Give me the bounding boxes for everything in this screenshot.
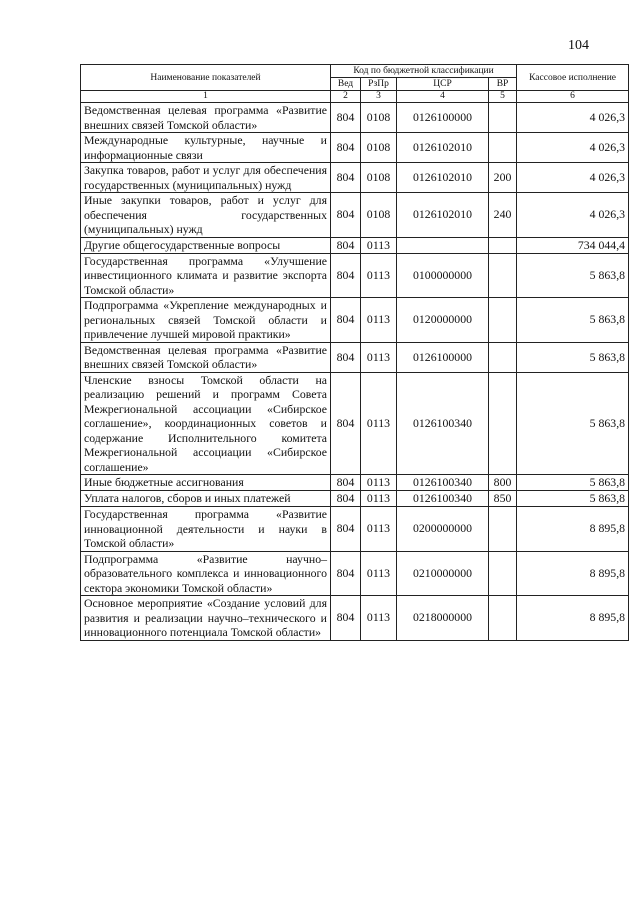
row-amount: 5 863,8 <box>517 372 629 475</box>
row-amount: 5 863,8 <box>517 342 629 372</box>
budget-execution-table <box>80 64 629 641</box>
row-ved: 804 <box>331 596 361 641</box>
row-amount: 4 026,3 <box>517 103 629 133</box>
row-amount: 5 863,8 <box>517 475 629 491</box>
row-ved: 804 <box>331 133 361 163</box>
row-csr: 0126102010 <box>397 163 489 193</box>
row-amount: 8 895,8 <box>517 551 629 596</box>
table-body <box>81 103 629 641</box>
row-amount: 5 863,8 <box>517 491 629 507</box>
table-row <box>81 193 629 238</box>
row-name: Государственная программа «Развитие инновационной деятельности и науки в Томской области» <box>81 507 331 552</box>
table-row <box>81 253 629 298</box>
column-number: 4 <box>397 91 489 103</box>
header-csr: ЦСР <box>397 78 489 91</box>
row-rzpr: 0108 <box>361 193 397 238</box>
row-name: Подпрограмма «Укрепление международных и региональных связей Томской области и привлечение лучшей мировой практики» <box>81 298 331 343</box>
row-vr <box>489 596 517 641</box>
row-vr <box>489 507 517 552</box>
row-ved: 804 <box>331 507 361 552</box>
row-ved: 804 <box>331 253 361 298</box>
row-csr: 0126102010 <box>397 133 489 163</box>
table-row <box>81 596 629 641</box>
row-csr: 0210000000 <box>397 551 489 596</box>
row-amount: 8 895,8 <box>517 507 629 552</box>
row-rzpr: 0108 <box>361 163 397 193</box>
row-ved: 804 <box>331 372 361 475</box>
row-ved: 804 <box>331 491 361 507</box>
row-rzpr: 0113 <box>361 372 397 475</box>
row-vr <box>489 253 517 298</box>
row-csr: 0126102010 <box>397 193 489 238</box>
header-rzpr: РзПр <box>361 78 397 91</box>
row-ved: 804 <box>331 103 361 133</box>
column-number: 6 <box>517 91 629 103</box>
table-row <box>81 491 629 507</box>
row-csr: 0126100340 <box>397 491 489 507</box>
row-name: Другие общегосударственные вопросы <box>81 237 331 253</box>
column-number: 5 <box>489 91 517 103</box>
row-csr: 0120000000 <box>397 298 489 343</box>
row-vr <box>489 237 517 253</box>
table-row <box>81 298 629 343</box>
row-vr: 850 <box>489 491 517 507</box>
row-rzpr: 0113 <box>361 237 397 253</box>
table-row <box>81 507 629 552</box>
row-ved: 804 <box>331 475 361 491</box>
row-rzpr: 0113 <box>361 491 397 507</box>
row-name: Ведомственная целевая программа «Развитие внешних связей Томской области» <box>81 342 331 372</box>
row-name: Подпрограмма «Развитие научно–образовательного комплекса и инновационного сектора экономики Томской области» <box>81 551 331 596</box>
row-csr: 0200000000 <box>397 507 489 552</box>
row-csr: 0126100340 <box>397 475 489 491</box>
column-number: 2 <box>331 91 361 103</box>
row-amount: 4 026,3 <box>517 133 629 163</box>
row-rzpr: 0113 <box>361 253 397 298</box>
row-rzpr: 0113 <box>361 342 397 372</box>
row-rzpr: 0113 <box>361 298 397 343</box>
row-rzpr: 0113 <box>361 507 397 552</box>
row-ved: 804 <box>331 298 361 343</box>
row-rzpr: 0113 <box>361 551 397 596</box>
row-rzpr: 0108 <box>361 133 397 163</box>
row-amount: 4 026,3 <box>517 163 629 193</box>
row-amount: 5 863,8 <box>517 253 629 298</box>
row-amount: 734 044,4 <box>517 237 629 253</box>
row-vr <box>489 133 517 163</box>
table-row <box>81 372 629 475</box>
row-csr: 0100000000 <box>397 253 489 298</box>
header-name-col: Наименование показателей <box>81 65 331 91</box>
row-csr <box>397 237 489 253</box>
row-vr <box>489 298 517 343</box>
column-number: 1 <box>81 91 331 103</box>
column-number-row <box>81 91 629 103</box>
row-ved: 804 <box>331 193 361 238</box>
table-row <box>81 237 629 253</box>
row-ved: 804 <box>331 237 361 253</box>
row-name: Государственная программа «Улучшение инвестиционного климата и развитие экспорта Томской области» <box>81 253 331 298</box>
row-vr: 240 <box>489 193 517 238</box>
table-row <box>81 475 629 491</box>
row-name: Иные закупки товаров, работ и услуг для обеспечения государственных (муниципальных) нужд <box>81 193 331 238</box>
header-row-top <box>81 65 629 78</box>
row-vr <box>489 103 517 133</box>
table-row <box>81 342 629 372</box>
header-vr: ВР <box>489 78 517 91</box>
row-csr: 0126100340 <box>397 372 489 475</box>
row-rzpr: 0113 <box>361 475 397 491</box>
table-row <box>81 551 629 596</box>
row-name: Уплата налогов, сборов и иных платежей <box>81 491 331 507</box>
row-name: Международные культурные, научные и информационные связи <box>81 133 331 163</box>
row-vr: 200 <box>489 163 517 193</box>
header-execution-col: Кассовое исполнение <box>517 65 629 91</box>
table-row <box>81 103 629 133</box>
row-name: Закупка товаров, работ и услуг для обеспечения государственных (муниципальных) нужд <box>81 163 331 193</box>
header-budget-code-group: Код по бюджетной классификации <box>331 65 517 78</box>
row-name: Иные бюджетные ассигнования <box>81 475 331 491</box>
row-ved: 804 <box>331 551 361 596</box>
row-vr <box>489 551 517 596</box>
row-csr: 0126100000 <box>397 342 489 372</box>
row-rzpr: 0113 <box>361 596 397 641</box>
column-number: 3 <box>361 91 397 103</box>
row-rzpr: 0108 <box>361 103 397 133</box>
row-vr: 800 <box>489 475 517 491</box>
row-name: Членские взносы Томской области на реализацию решений и программ Совета Межрегиональной ассоциации «Сибирское соглашение», координационных советов и содержание Исполнительного комитета Межрегиональной ассоциации «Сибирское соглашение» <box>81 372 331 475</box>
table-row <box>81 133 629 163</box>
row-csr: 0218000000 <box>397 596 489 641</box>
row-ved: 804 <box>331 163 361 193</box>
row-vr <box>489 342 517 372</box>
table-row <box>81 163 629 193</box>
row-amount: 4 026,3 <box>517 193 629 238</box>
row-name: Ведомственная целевая программа «Развитие внешних связей Томской области» <box>81 103 331 133</box>
header-ved: Вед <box>331 78 361 91</box>
row-vr <box>489 372 517 475</box>
row-csr: 0126100000 <box>397 103 489 133</box>
row-ved: 804 <box>331 342 361 372</box>
page-number: 104 <box>568 38 589 53</box>
row-name: Основное мероприятие «Создание условий для развития и реализации научно–технического и инновационного потенциала Томской области» <box>81 596 331 641</box>
row-amount: 5 863,8 <box>517 298 629 343</box>
row-amount: 8 895,8 <box>517 596 629 641</box>
